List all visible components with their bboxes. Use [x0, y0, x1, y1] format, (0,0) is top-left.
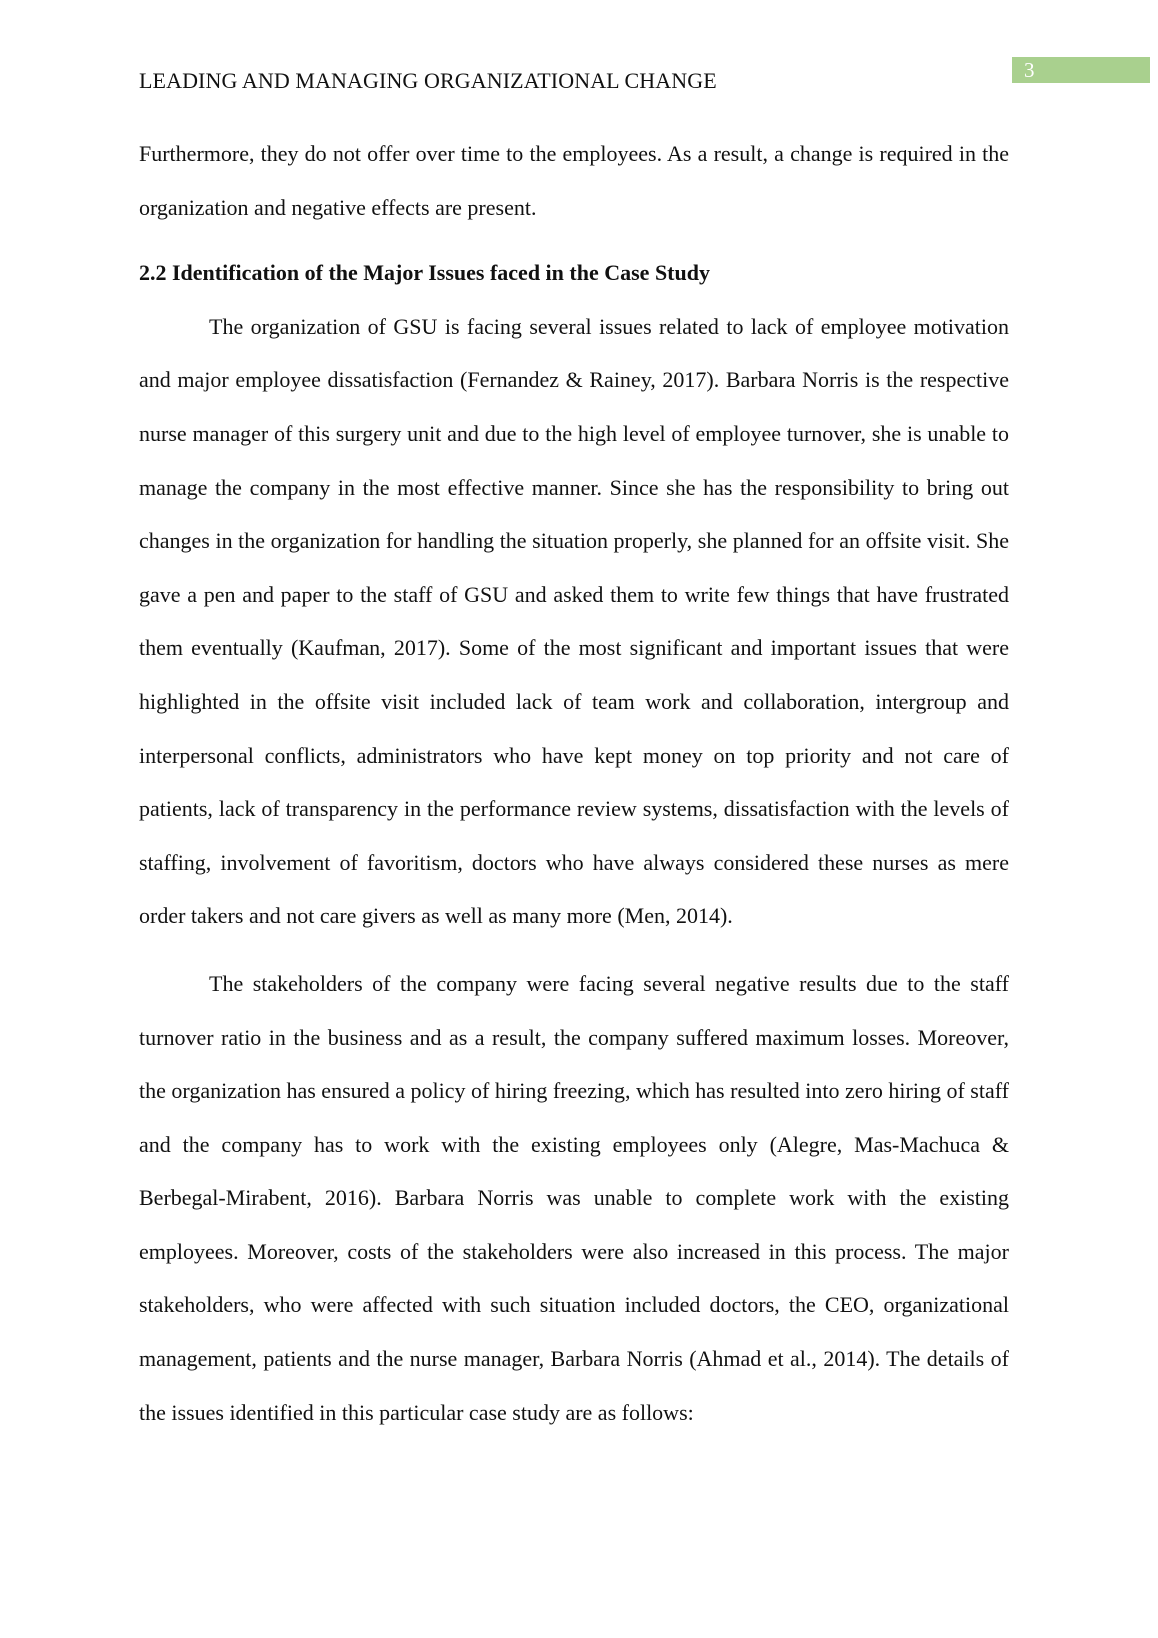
paragraph-continued: Furthermore, they do not offer over time to the employees. As a result, a change is required in the organization and negative effects are present. [139, 141, 1009, 220]
paragraph-issues: The organization of GSU is facing several issues related to lack of employee motivation and major employee dissatisfaction (Fernandez & Rainey, 2017). Barbara Norris is the respective nurse manager of this surgery unit and due to the high level of employee turnover, she is unable to manage the company in the most effective manner. Since she has the responsibility to bring out changes in the organization for handling the situation properly, she planned for an offsite visit. She gave a pen and paper to the staff of GSU and asked them to write few things that have frustrated them eventually (Kaufman, 2017). Some of the most significant and important issues that were highlighted in the offsite visit included lack of team work and collaboration, intergroup and interpersonal conflicts, administrators who have kept money on top priority and not care of patients, lack of transparency in the performance review systems, dissatisfaction with the levels of staffing, involvement of favoritism, doctors who have always considered these nurses as mere order takers and not care givers as well as many more (Men, 2014). [139, 313, 1009, 929]
paragraph-stakeholders: The stakeholders of the company were facing several negative results due to the staff turnover ratio in the business and as a result, the company suffered maximum losses. Moreover, the organization has ensured a policy of hiring freezing, which has resulted into zero hiring of staff and the company has to work with the existing employees only (Alegre, Mas-Machuca & Berbegal-Mirabent, 2016). Barbara Norris was unable to complete work with the existing employees. Moreover, costs of the stakeholders were also increased in this process. The major stakeholders, who were affected with such situation included doctors, the CEO, organizational management, patients and the nurse manager, Barbara Norris (Ahmad et al., 2014). The details of the issues identified in this particular case study are as follows: [139, 970, 1009, 1425]
document-body [139, 127, 1009, 1439]
paragraph-spacer [139, 943, 1009, 957]
section-heading: 2.2 Identification of the Major Issues faced in the Case Study [139, 260, 710, 286]
running-header-title: LEADING AND MANAGING ORGANIZATIONAL CHANGE [139, 68, 717, 93]
page-number: 3 [1012, 57, 1150, 83]
